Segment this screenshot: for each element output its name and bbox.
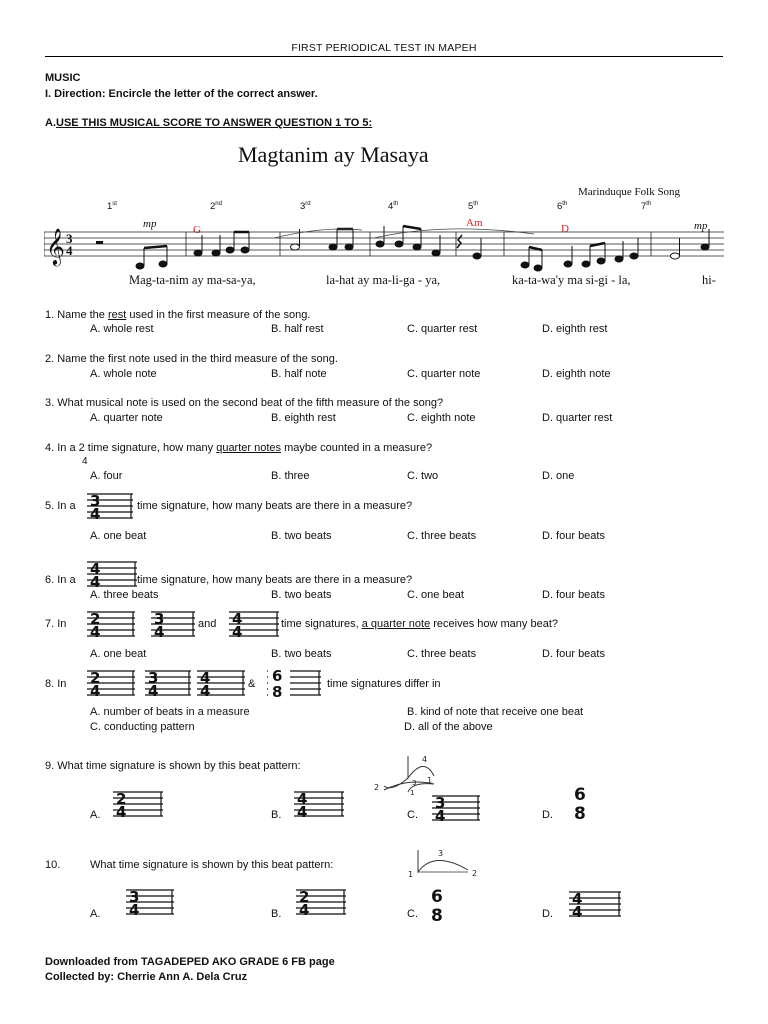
- footer-collector: Collected by: Cherrie Ann A. Dela Cruz: [45, 971, 248, 983]
- q5-option-a[interactable]: A. one beat: [90, 530, 147, 542]
- dynamic-mp-2: mp: [694, 220, 708, 232]
- q2-option-c[interactable]: C. quarter note: [407, 368, 481, 380]
- q6-option-d[interactable]: D. four beats: [542, 589, 605, 601]
- direction-text: I. Direction: Encircle the letter of the correct answer.: [45, 88, 318, 100]
- q7-option-b[interactable]: B. two beats: [271, 648, 332, 660]
- svg-text:4: 4: [90, 623, 101, 640]
- question-10: What time signature is shown by this beat pattern:: [90, 859, 334, 871]
- q4-option-c[interactable]: C. two: [407, 470, 439, 482]
- question-10-number: 10.: [45, 859, 61, 871]
- q10-option-b-time-signature-2-4[interactable]: [296, 886, 346, 918]
- dynamic-mp-1: mp: [143, 218, 157, 230]
- svg-text:2: 2: [90, 669, 101, 687]
- svg-text:1: 1: [410, 789, 415, 797]
- q9-option-a[interactable]: A.: [90, 809, 101, 821]
- svg-text:4: 4: [297, 790, 308, 808]
- q8-option-d[interactable]: D. all of the above: [404, 721, 493, 733]
- measure-number-4: 4th: [388, 201, 399, 213]
- measure-number-6: 6th: [557, 201, 568, 213]
- question-5: time signature, how many beats are there in a measure?: [137, 500, 413, 512]
- svg-text:4: 4: [148, 682, 159, 699]
- svg-text:1: 1: [427, 776, 433, 785]
- chord-g: G: [193, 224, 201, 236]
- q6-option-a[interactable]: A. three beats: [90, 589, 159, 601]
- svg-text:2: 2: [299, 888, 310, 906]
- q8-time-signature-3-4: [145, 667, 191, 699]
- q1-option-b[interactable]: B. half rest: [271, 323, 324, 335]
- svg-text:4: 4: [232, 623, 243, 640]
- q10-option-d-time-signature-4-4[interactable]: [569, 888, 621, 920]
- question-6: time signature, how many beats are there in a measure?: [137, 574, 413, 586]
- q2-option-a[interactable]: A. whole note: [90, 368, 157, 380]
- q7-time-signature-2-4: [87, 608, 135, 640]
- svg-text:4: 4: [435, 807, 446, 824]
- q7-option-a[interactable]: A. one beat: [90, 648, 147, 660]
- svg-text:3: 3: [129, 888, 140, 906]
- q9-option-d-time-signature-6-8[interactable]: [571, 784, 593, 822]
- svg-text:8: 8: [272, 683, 283, 701]
- svg-text:6: 6: [272, 667, 283, 685]
- music-staff: [44, 224, 724, 272]
- q7-option-d[interactable]: D. four beats: [542, 648, 605, 660]
- question-9: 9. What time signature is shown by this beat pattern:: [45, 760, 301, 772]
- q2-option-b[interactable]: B. half note: [271, 368, 327, 380]
- q6-option-c[interactable]: C. one beat: [407, 589, 464, 601]
- q4-option-b[interactable]: B. three: [271, 470, 310, 482]
- svg-text:4: 4: [90, 682, 101, 699]
- question-8-prefix: 8. In: [45, 678, 67, 690]
- q3-option-a[interactable]: A. quarter note: [90, 412, 163, 424]
- question-3: 3. What musical note is used on the second beat of the fifth measure of the song?: [45, 397, 444, 409]
- q9-option-c-time-signature-3-4[interactable]: [432, 792, 480, 824]
- svg-text:4: 4: [90, 505, 101, 522]
- svg-text:3: 3: [148, 669, 159, 687]
- question-5-prefix: 5. In a: [45, 500, 76, 512]
- q6-option-b[interactable]: B. two beats: [271, 589, 332, 601]
- svg-text:2: 2: [90, 610, 101, 628]
- svg-text:4: 4: [200, 669, 211, 687]
- q3-option-c[interactable]: C. eighth note: [407, 412, 476, 424]
- chord-am: Am: [466, 217, 483, 229]
- q1-option-d[interactable]: D. eighth rest: [542, 323, 608, 335]
- chord-d: D: [561, 223, 569, 235]
- svg-text:3: 3: [154, 610, 165, 628]
- svg-text:3: 3: [90, 492, 101, 510]
- q6-time-signature-4-4: [87, 558, 137, 590]
- lyrics-part-4: hi-: [702, 273, 716, 287]
- section-a-text: USE THIS MUSICAL SCORE TO ANSWER QUESTION 1 TO 5:: [56, 117, 373, 129]
- q8-option-c[interactable]: C. conducting pattern: [90, 721, 195, 733]
- question-7: time signatures, a quarter note receives how many beat?: [281, 618, 558, 630]
- svg-text:8: 8: [431, 906, 443, 924]
- q8-option-a[interactable]: A. number of beats in a measure: [90, 706, 250, 718]
- page-header-title: FIRST PERIODICAL TEST IN MAPEH: [291, 42, 477, 54]
- q9-option-b-time-signature-4-4[interactable]: [294, 788, 344, 820]
- question-7-and: and: [198, 618, 217, 630]
- svg-text:4: 4: [572, 903, 583, 920]
- q1-option-a[interactable]: A. whole rest: [90, 323, 154, 335]
- section-a-heading: [45, 117, 372, 129]
- svg-text:3: 3: [438, 849, 444, 858]
- q1-option-c[interactable]: C. quarter rest: [407, 323, 478, 335]
- svg-text:3: 3: [435, 794, 446, 812]
- measure-number-3: 3rd: [300, 201, 311, 213]
- q3-option-b[interactable]: B. eighth rest: [271, 412, 336, 424]
- q7-time-signature-4-4: [229, 608, 279, 640]
- svg-text:2: 2: [116, 790, 127, 808]
- q10-option-b[interactable]: B.: [271, 908, 282, 920]
- svg-text:4: 4: [232, 610, 243, 628]
- q8-time-signature-2-4: [87, 667, 135, 699]
- svg-text:2: 2: [472, 869, 478, 878]
- section-a-prefix: A.: [45, 117, 56, 129]
- q4-time-denominator: 4: [82, 456, 88, 467]
- question-4: 4. In a 2 time signature, how many quarter notes maybe counted in a measure?: [45, 442, 433, 454]
- svg-text:4: 4: [116, 803, 127, 820]
- q10-option-a[interactable]: A.: [90, 908, 101, 920]
- svg-text:4: 4: [200, 682, 211, 699]
- q2-option-d[interactable]: D. eighth note: [542, 368, 611, 380]
- q8-option-b[interactable]: B. kind of note that receive one beat: [407, 706, 584, 718]
- q10-option-c[interactable]: C.: [407, 908, 418, 920]
- svg-text:3: 3: [66, 231, 73, 246]
- svg-text:4: 4: [299, 901, 310, 918]
- question-1: 1. Name the rest used in the first measure of the song.: [45, 309, 311, 321]
- svg-text:2: 2: [374, 783, 380, 792]
- measure-number-7: 7th: [641, 201, 652, 213]
- lyrics-part-1: Mag-ta-nim ay ma-sa-ya,: [129, 273, 256, 287]
- svg-text:𝄞: 𝄞: [46, 227, 65, 265]
- q9-option-c[interactable]: C.: [407, 809, 418, 821]
- svg-text:4: 4: [422, 755, 428, 764]
- svg-text:4: 4: [129, 901, 140, 918]
- q9-option-b[interactable]: B.: [271, 809, 282, 821]
- measure-number-5: 5th: [468, 201, 479, 213]
- question-2: 2. Name the first note used in the third measure of the song.: [45, 353, 338, 365]
- lyrics-part-2: la-hat ay ma-li-ga - ya,: [326, 273, 441, 287]
- q7-time-signature-3-4: [151, 608, 195, 640]
- svg-text:1: 1: [408, 870, 414, 879]
- svg-text:4: 4: [154, 623, 165, 640]
- q9-option-d[interactable]: D.: [542, 809, 553, 821]
- q3-option-d[interactable]: D. quarter rest: [542, 412, 613, 424]
- header-rule: [45, 56, 723, 57]
- song-composer: Marinduque Folk Song: [578, 186, 681, 198]
- svg-text:8: 8: [574, 804, 586, 822]
- song-title: Magtanim ay Masaya: [238, 142, 429, 167]
- q10-option-d[interactable]: D.: [542, 908, 553, 920]
- question-7-prefix: 7. In: [45, 618, 67, 630]
- svg-text:4: 4: [572, 890, 583, 908]
- svg-text:6: 6: [431, 887, 443, 907]
- q5-time-signature-3-4: [87, 490, 133, 522]
- q8-time-signature-4-4: [197, 667, 245, 699]
- q9-option-a-time-signature-2-4[interactable]: [113, 788, 163, 820]
- question-8-ampersand: &: [248, 678, 256, 690]
- svg-text:4: 4: [90, 573, 101, 590]
- q5-option-b[interactable]: B. two beats: [271, 530, 332, 542]
- q10-option-c-time-signature-6-8[interactable]: [428, 886, 450, 924]
- measure-number-1: 1st: [107, 201, 117, 213]
- q4-option-d[interactable]: D. one: [542, 470, 575, 482]
- lyrics-part-3: ka-ta-wa'y ma si-gi - la,: [512, 273, 631, 287]
- q8-time-signature-6-8: [267, 665, 321, 701]
- q5-option-d[interactable]: D. four beats: [542, 530, 605, 542]
- subject-heading: MUSIC: [45, 72, 81, 84]
- q10-beat-pattern-diagram: [404, 846, 484, 882]
- question-8: time signatures differ in: [327, 678, 441, 690]
- svg-text:4: 4: [66, 243, 73, 258]
- q10-option-a-time-signature-3-4[interactable]: [126, 886, 174, 918]
- footer-download-source: Downloaded from TAGADEPED AKO GRADE 6 FB page: [45, 956, 335, 968]
- svg-text:6: 6: [574, 785, 586, 805]
- q7-option-c[interactable]: C. three beats: [407, 648, 477, 660]
- q5-option-c[interactable]: C. three beats: [407, 530, 477, 542]
- question-6-prefix: 6. In a: [45, 574, 76, 586]
- measure-number-2: 2nd: [210, 201, 222, 213]
- svg-text:3: 3: [412, 779, 417, 787]
- svg-text:4: 4: [297, 803, 308, 820]
- q4-option-a[interactable]: A. four: [90, 470, 123, 482]
- svg-text:4: 4: [90, 560, 101, 578]
